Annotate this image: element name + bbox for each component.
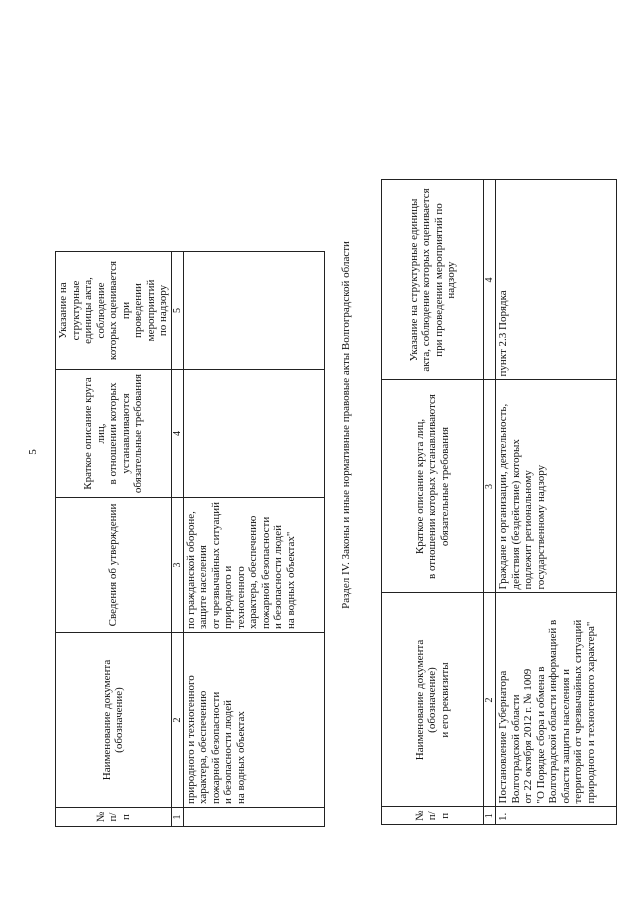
col-number: 4: [171, 370, 183, 498]
header-units: Указание на структурные единицы акта, соблюдение которых оценивается при проведении мероприятий по надзору: [382, 180, 484, 380]
page-number: 5: [27, 449, 39, 455]
header-num: № п/п: [382, 807, 484, 825]
table-row: [183, 252, 324, 827]
cell-doc-name: природного и техногенного характера, обеспечению пожарной безопасности и безопасности людей на водных объектах: [183, 633, 324, 808]
cell-doc-name: Постановление Губернатора Волгоградской области от 22 октября 2012 г. № 1009 "О Порядке сбора и обмена в Волгоградской области информацией в области защиты населения и территорий от чрезвычайных ситуаций природного и техногенного характера": [496, 593, 617, 807]
cell-persons: Граждане и организации, деятельность, действия (бездействие) которых подлежит региональному государственному надзору: [496, 380, 617, 593]
col-number: 3: [484, 380, 496, 593]
column-number-row: [171, 252, 183, 827]
header-units: Указание на структурные единицы акта, соблюдение которых оценивается при проведении мероприятий по надзору: [56, 252, 172, 370]
regional-acts-table: [381, 180, 617, 826]
table-header-row: [56, 252, 172, 827]
cell-num: [183, 808, 324, 827]
header-doc-name: Наименование документа (обозначение): [56, 633, 172, 808]
cell-num: 1.: [496, 807, 617, 825]
col-number: 4: [484, 180, 496, 380]
cell-persons: [183, 370, 324, 498]
col-number: 3: [171, 498, 183, 633]
header-persons: Краткое описание круга лиц, в отношении которых устанавливаются обязательные требования: [382, 380, 484, 593]
col-number: 1: [171, 808, 183, 827]
table-row: [496, 180, 617, 825]
header-num: № п/п: [56, 808, 172, 827]
table-header-row: [382, 180, 484, 825]
section-title: Раздел IV. Законы и иные нормативные правовые акты Волгоградской области: [340, 241, 352, 609]
regulations-table-continued: [55, 251, 325, 827]
header-doc-name: Наименование документа (обозначение) и его реквизиты: [382, 593, 484, 807]
cell-units: [183, 252, 324, 370]
header-approval: Сведения об утверждении: [56, 498, 172, 633]
cell-units: пункт 2.3 Порядка: [496, 180, 617, 380]
cell-approval: по гражданской обороне, защите населения от чрезвычайных ситуаций природного и техногенного характера, обеспечению пожарной безопасности и безопасности людей на водных объектах": [183, 498, 324, 633]
col-number: 2: [484, 593, 496, 807]
col-number: 2: [171, 633, 183, 808]
column-number-row: [484, 180, 496, 825]
col-number: 5: [171, 252, 183, 370]
header-persons: Краткое описание круга лиц, в отношении которых устанавливаются обязательные требования: [56, 370, 172, 498]
col-number: 1: [484, 807, 496, 825]
